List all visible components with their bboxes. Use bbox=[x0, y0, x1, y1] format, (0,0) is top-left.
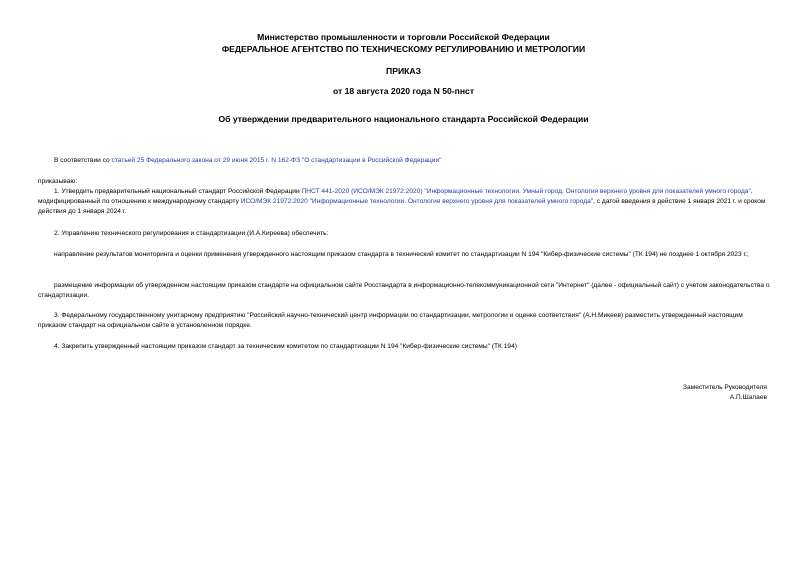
preamble-prefix: В соответствии со bbox=[54, 157, 112, 164]
item-3-paragraph: 3. Федеральному государственному унитарному предприятию "Российский научно-технический центр информации по стандартизации, метрологии и оценке соответствия" (А.Н.Микеев) разместить утвержденный настоящим приказом стандарт на официальном сайте в установленном порядке. bbox=[38, 312, 743, 329]
federal-law-link[interactable]: статьей 25 Федерального закона от 29 июня 2015 г. N 162-ФЗ "О стандартизации в Российской Федерации" bbox=[111, 157, 442, 164]
item-1-prefix: 1. Утвердить предварительный национальный стандарт Российской Федерации bbox=[54, 188, 302, 195]
item-2b-paragraph: размещение информации об утвержденном настоящим приказом стандарте на официальном сайте Росстандарта в информационно-телекоммуникационной сети "Интернет" (далее - официальный сайт) с учетом законодательства о стандартизации. bbox=[38, 282, 770, 299]
ministry-heading: Министерство промышленности и торговли Российской Федерации bbox=[257, 32, 550, 42]
order-word: приказываю: bbox=[38, 178, 78, 185]
item-1-suffix: , с датой введения в действие 1 января 2021 г. и сроком действия до 1 января 2024 г. bbox=[38, 198, 766, 215]
item-1-paragraph bbox=[38, 187, 770, 217]
item-4-paragraph: 4. Закрепить утвержденный настоящим приказом стандарт за техническим комитетом по стандартизации N 194 "Кибер-физические системы" (ТК 194) bbox=[54, 343, 517, 350]
signature-position: Заместитель Руководителя bbox=[683, 384, 767, 391]
item-1-middle: , модифицированный по отношению к международному стандарту bbox=[38, 188, 753, 205]
item-2-paragraph: 2. Управлению технического регулирования и стандартизации (И.А.Киреева) обеспечить: bbox=[54, 230, 329, 237]
preamble-paragraph bbox=[54, 156, 774, 166]
agency-heading: ФЕДЕРАЛЬНОЕ АГЕНТСТВО ПО ТЕХНИЧЕСКОМУ РЕГУЛИРОВАНИЮ И МЕТРОЛОГИИ bbox=[221, 44, 586, 54]
date-number-heading: от 18 августа 2020 года N 50-пнст bbox=[332, 86, 475, 96]
pnst-standard-link[interactable]: ПНСТ 441-2020 (ИСО/МЭК 21972:2020) "Информационные технологии. Умный город. Онтология верхнего уровня для показателей умного города" bbox=[301, 188, 751, 195]
doc-type-heading: ПРИКАЗ bbox=[386, 66, 421, 76]
item-2a-paragraph: направление результатов мониторинга и оценки применения утвержденного настоящим приказом стандарта в технический комитет по стандартизации N 194 "Кибер-физические системы" (ТК 194) не позднее 1 октября 2023 г.; bbox=[54, 251, 749, 258]
document-title: Об утверждении предварительного национального стандарта Российской Федерации bbox=[218, 114, 589, 124]
signature-name: А.П.Шалаев bbox=[729, 394, 767, 401]
iso-standard-link[interactable]: ИСО/МЭК 21972:2020 "Информационные технологии. Онтология верхнего уровня для показателей умного города" bbox=[240, 198, 594, 205]
